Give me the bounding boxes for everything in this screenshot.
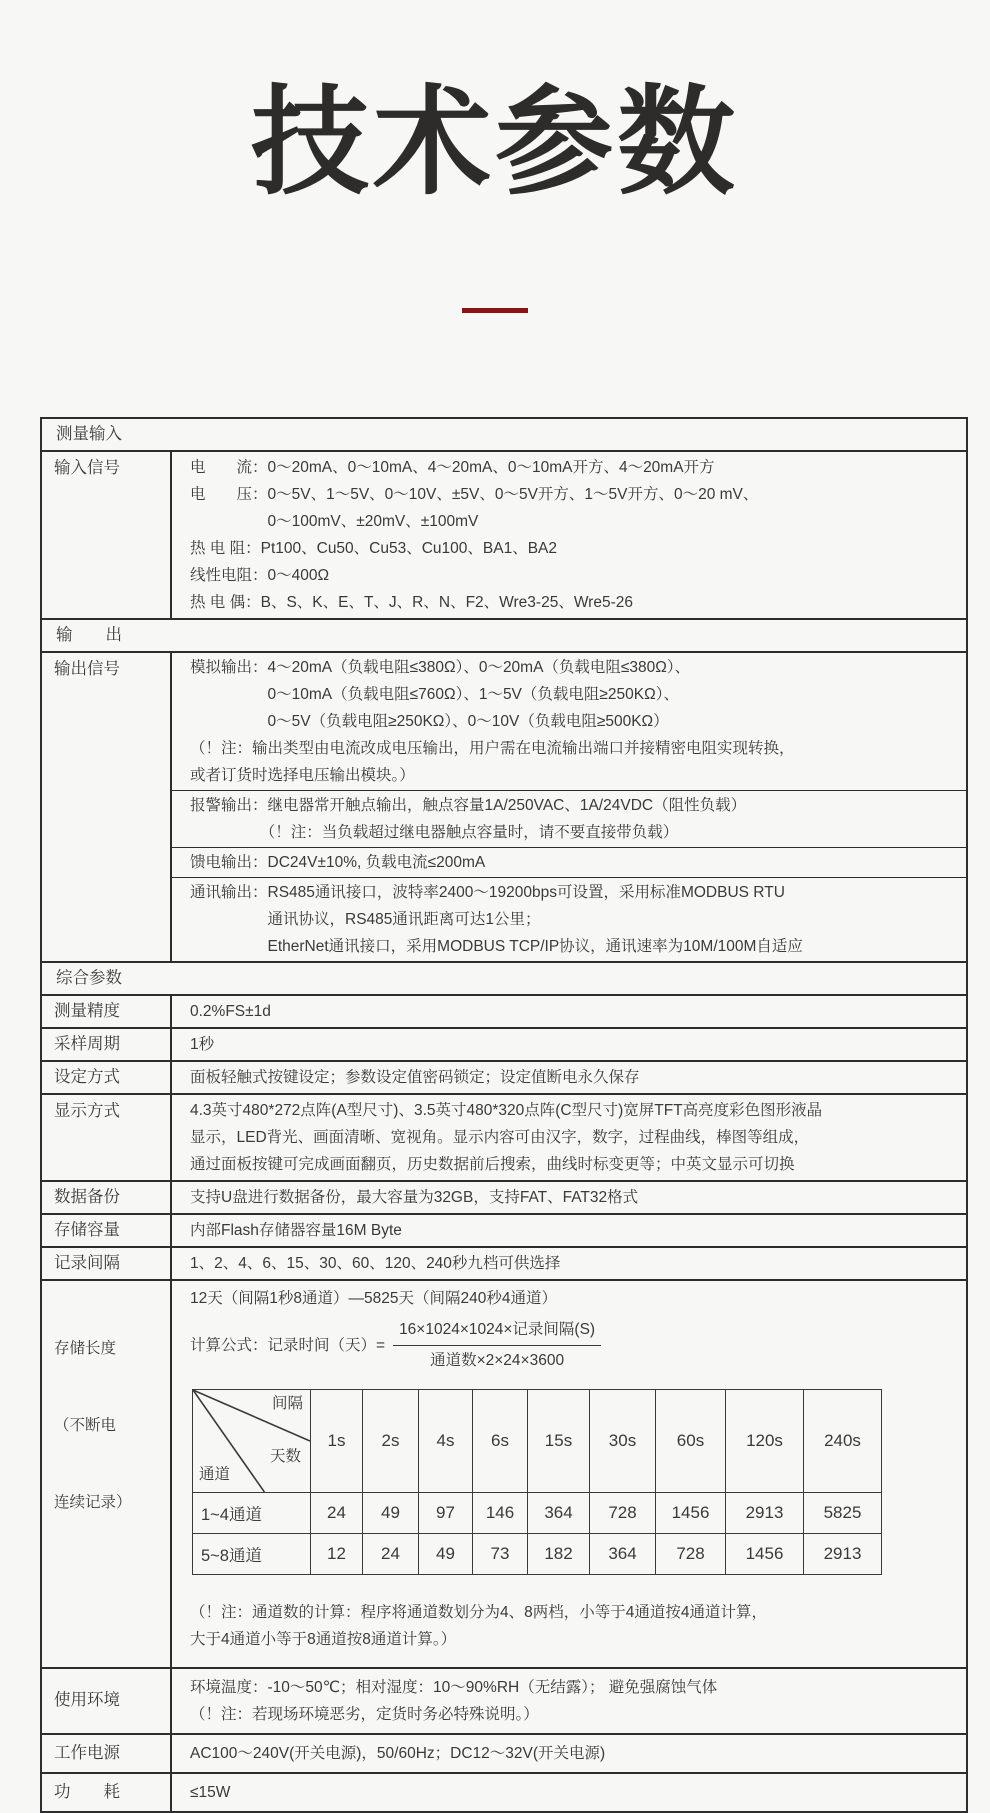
days-cell: 49 — [419, 1533, 473, 1574]
note-line: （！注：输出类型由电流改成电压输出，用户需在电流输出端口并接精密电阻实现转换， — [190, 739, 795, 757]
days-cell: 728 — [590, 1492, 656, 1533]
label-line: 连续记录） — [54, 1493, 132, 1511]
row-sampling — [41, 1028, 967, 1061]
label-storage-length — [41, 1280, 171, 1668]
spec-line: 环境温度：-10～50℃；相对湿度：10～90%RH（无结露）； 避免强腐蚀气体 — [190, 1678, 718, 1696]
days-table-row — [193, 1533, 882, 1574]
col-header: 30s — [590, 1389, 656, 1492]
spec-line: 热 电 偶：B、S、K、E、T、J、R、N、F2、Wre3-25、Wre5-26 — [190, 593, 633, 611]
value-sampling — [171, 1028, 967, 1061]
spec-line: EtherNet通讯接口，采用MODBUS TCP/IP协议，通讯速率为10M/100M自适应 — [190, 937, 803, 955]
col-header: 1s — [311, 1389, 363, 1492]
spec-line: 模拟输出：4～20mA（负载电阻≤380Ω）、0～20mA（负载电阻≤380Ω）、 — [190, 658, 691, 676]
spec-table — [40, 417, 968, 1813]
corner-interval-label: 间隔 — [271, 1394, 303, 1412]
value-consumption — [171, 1773, 967, 1812]
spec-line: 0.2%FS±1d — [190, 1002, 271, 1020]
section-row-measure-input — [41, 418, 967, 451]
analog-output-block — [172, 653, 966, 790]
spec-line: 4.3英寸480*272点阵(A型尺寸)、3.5英寸480*320点阵(C型尺寸)宽屏TFT高亮度彩色图形液晶 — [190, 1101, 823, 1119]
days-cell: 12 — [311, 1533, 363, 1574]
formula-denominator: 通道数×2×24×3600 — [430, 1351, 565, 1369]
corner-cell — [193, 1389, 311, 1492]
days-table-header-row — [193, 1389, 882, 1492]
spec-line: 显示，LED背光、画面清晰、宽视角。显示内容可由汉字，数字，过程曲线，棒图等组成， — [190, 1128, 810, 1146]
note-line: （！注：当负载超过继电器触点容量时，请不要直接带负载） — [190, 823, 679, 841]
days-cell: 24 — [311, 1492, 363, 1533]
label-consumption: 功 耗 — [41, 1773, 171, 1812]
storage-range-line: 12天（间隔1秒8通道）—5825天（间隔240秒4通道） — [190, 1289, 557, 1307]
section-header-measure-input: 测量输入 — [41, 418, 967, 451]
spec-line: 面板轻触式按键设定；参数设定值密码锁定；设定值断电永久保存 — [190, 1068, 640, 1086]
label-line: 存储长度 — [54, 1339, 117, 1357]
record-days-table — [192, 1389, 882, 1575]
value-storage-length — [171, 1280, 967, 1668]
days-cell: 2913 — [726, 1492, 804, 1533]
days-cell: 2913 — [804, 1533, 882, 1574]
days-cell: 24 — [363, 1533, 419, 1574]
corner-days-label: 天数 — [269, 1447, 301, 1465]
value-setting — [171, 1061, 967, 1094]
section-header-output: 输 出 — [41, 619, 967, 652]
col-header: 240s — [804, 1389, 882, 1492]
value-accuracy — [171, 995, 967, 1028]
value-environment — [171, 1668, 967, 1734]
value-power — [171, 1734, 967, 1773]
spec-line: 支持U盘进行数据备份，最大容量为32GB，支持FAT、FAT32格式 — [190, 1188, 639, 1206]
spec-line: 0～100mV、±20mV、±100mV — [190, 512, 479, 530]
col-header: 120s — [726, 1389, 804, 1492]
row-backup — [41, 1181, 967, 1214]
value-interval — [171, 1247, 967, 1280]
col-header: 6s — [473, 1389, 528, 1492]
col-header: 60s — [656, 1389, 726, 1492]
value-input-signal — [171, 451, 967, 619]
alarm-output-block — [172, 790, 966, 847]
spec-line: ≤15W — [190, 1783, 231, 1801]
section-row-general — [41, 962, 967, 995]
label-capacity: 存储容量 — [41, 1214, 171, 1247]
days-cell: 728 — [656, 1533, 726, 1574]
value-backup — [171, 1181, 967, 1214]
spec-line: 报警输出：继电器常开触点输出，触点容量1A/250VAC、1A/24VDC（阻性负载） — [190, 796, 747, 814]
row-label: 1~4通道 — [193, 1492, 311, 1533]
label-environment: 使用环境 — [41, 1668, 171, 1734]
spec-line: 通讯协议，RS485通讯距离可达1公里； — [190, 910, 541, 928]
title-accent-line — [462, 308, 528, 313]
row-interval — [41, 1247, 967, 1280]
days-cell: 182 — [528, 1533, 590, 1574]
spec-line: AC100～240V(开关电源)，50/60Hz；DC12～32V(开关电源) — [190, 1744, 606, 1762]
col-header: 15s — [528, 1389, 590, 1492]
spec-line: 热 电 阻：Pt100、Cu50、Cu53、Cu100、BA1、BA2 — [190, 539, 557, 557]
storage-formula — [190, 1318, 958, 1373]
note-line: （！注：若现场环境恶劣，定货时务必特殊说明。） — [190, 1705, 539, 1723]
label-power: 工作电源 — [41, 1734, 171, 1773]
row-environment — [41, 1668, 967, 1734]
row-label: 5~8通道 — [193, 1533, 311, 1574]
feed-output-block — [172, 847, 966, 877]
row-setting — [41, 1061, 967, 1094]
col-header: 4s — [419, 1389, 473, 1492]
row-storage-length — [41, 1280, 967, 1668]
days-cell: 49 — [363, 1492, 419, 1533]
value-capacity — [171, 1214, 967, 1247]
spec-line: 内部Flash存储器容量16M Byte — [190, 1221, 402, 1239]
days-table-row — [193, 1492, 882, 1533]
row-output-signal — [41, 652, 967, 962]
days-cell: 1456 — [726, 1533, 804, 1574]
page-title: 技术参数 — [250, 77, 739, 209]
spec-line: 电 压：0～5V、1～5V、0～10V、±5V、0～5V开方、1～5V开方、0～20 mV、 — [190, 485, 759, 503]
days-cell: 146 — [473, 1492, 528, 1533]
corner-channel-label: 通道 — [199, 1465, 231, 1483]
page-header — [0, 0, 990, 313]
spec-line: 1秒 — [190, 1035, 215, 1053]
note-line: 或者订货时选择电压输出模块。） — [190, 766, 415, 784]
section-header-general: 综合参数 — [41, 962, 967, 995]
label-accuracy: 测量精度 — [41, 995, 171, 1028]
note-line: （！注：通道数的计算：程序将通道数划分为4、8两档，小等于4通道按4通道计算， — [190, 1603, 767, 1621]
formula-numerator: 16×1024×1024×记录间隔(S) — [393, 1318, 601, 1346]
spec-line: 电 流：0～20mA、0～10mA、4～20mA、0～10mA开方、4～20mA开方 — [190, 458, 715, 476]
days-cell: 5825 — [804, 1492, 882, 1533]
row-accuracy — [41, 995, 967, 1028]
days-cell: 364 — [590, 1533, 656, 1574]
row-power — [41, 1734, 967, 1773]
spec-line: 通过面板按键可完成画面翻页，历史数据前后搜索，曲线时标变更等；中英文显示可切换 — [190, 1155, 795, 1173]
label-interval: 记录间隔 — [41, 1247, 171, 1280]
row-display — [41, 1094, 967, 1181]
label-line: （不断电 — [54, 1416, 117, 1434]
label-output-signal: 输出信号 — [41, 652, 171, 962]
label-sampling: 采样周期 — [41, 1028, 171, 1061]
formula-fraction — [393, 1318, 601, 1373]
row-capacity — [41, 1214, 967, 1247]
days-cell: 1456 — [656, 1492, 726, 1533]
label-display: 显示方式 — [41, 1094, 171, 1181]
days-cell: 73 — [473, 1533, 528, 1574]
formula-prefix: 计算公式：记录时间（天）= — [190, 1336, 386, 1354]
label-input-signal: 输入信号 — [41, 451, 171, 619]
note-line: 大于4通道小等于8通道按8通道计算。） — [190, 1630, 457, 1648]
section-row-output — [41, 619, 967, 652]
spec-line: 1、2、4、6、15、30、60、120、240秒九档可供选择 — [190, 1254, 561, 1272]
spec-line: 线性电阻：0～400Ω — [190, 566, 330, 584]
col-header: 2s — [363, 1389, 419, 1492]
days-cell: 97 — [419, 1492, 473, 1533]
comm-output-block — [172, 877, 966, 961]
spec-line: 通讯输出：RS485通讯接口，波特率2400～19200bps可设置，采用标准MODBUS RTU — [190, 883, 785, 901]
value-output-signal — [171, 652, 967, 962]
row-input-signal — [41, 451, 967, 619]
label-backup: 数据备份 — [41, 1181, 171, 1214]
label-setting: 设定方式 — [41, 1061, 171, 1094]
spec-line: 0～5V（负载电阻≥250KΩ）、0～10V（负载电阻≥500KΩ） — [190, 712, 669, 730]
value-display — [171, 1094, 967, 1181]
spec-line: 0～10mA（负载电阻≤760Ω）、1～5V（负载电阻≥250KΩ）、 — [190, 685, 679, 703]
days-cell: 364 — [528, 1492, 590, 1533]
row-consumption — [41, 1773, 967, 1812]
spec-line: 馈电输出：DC24V±10%, 负载电流≤200mA — [190, 853, 486, 871]
